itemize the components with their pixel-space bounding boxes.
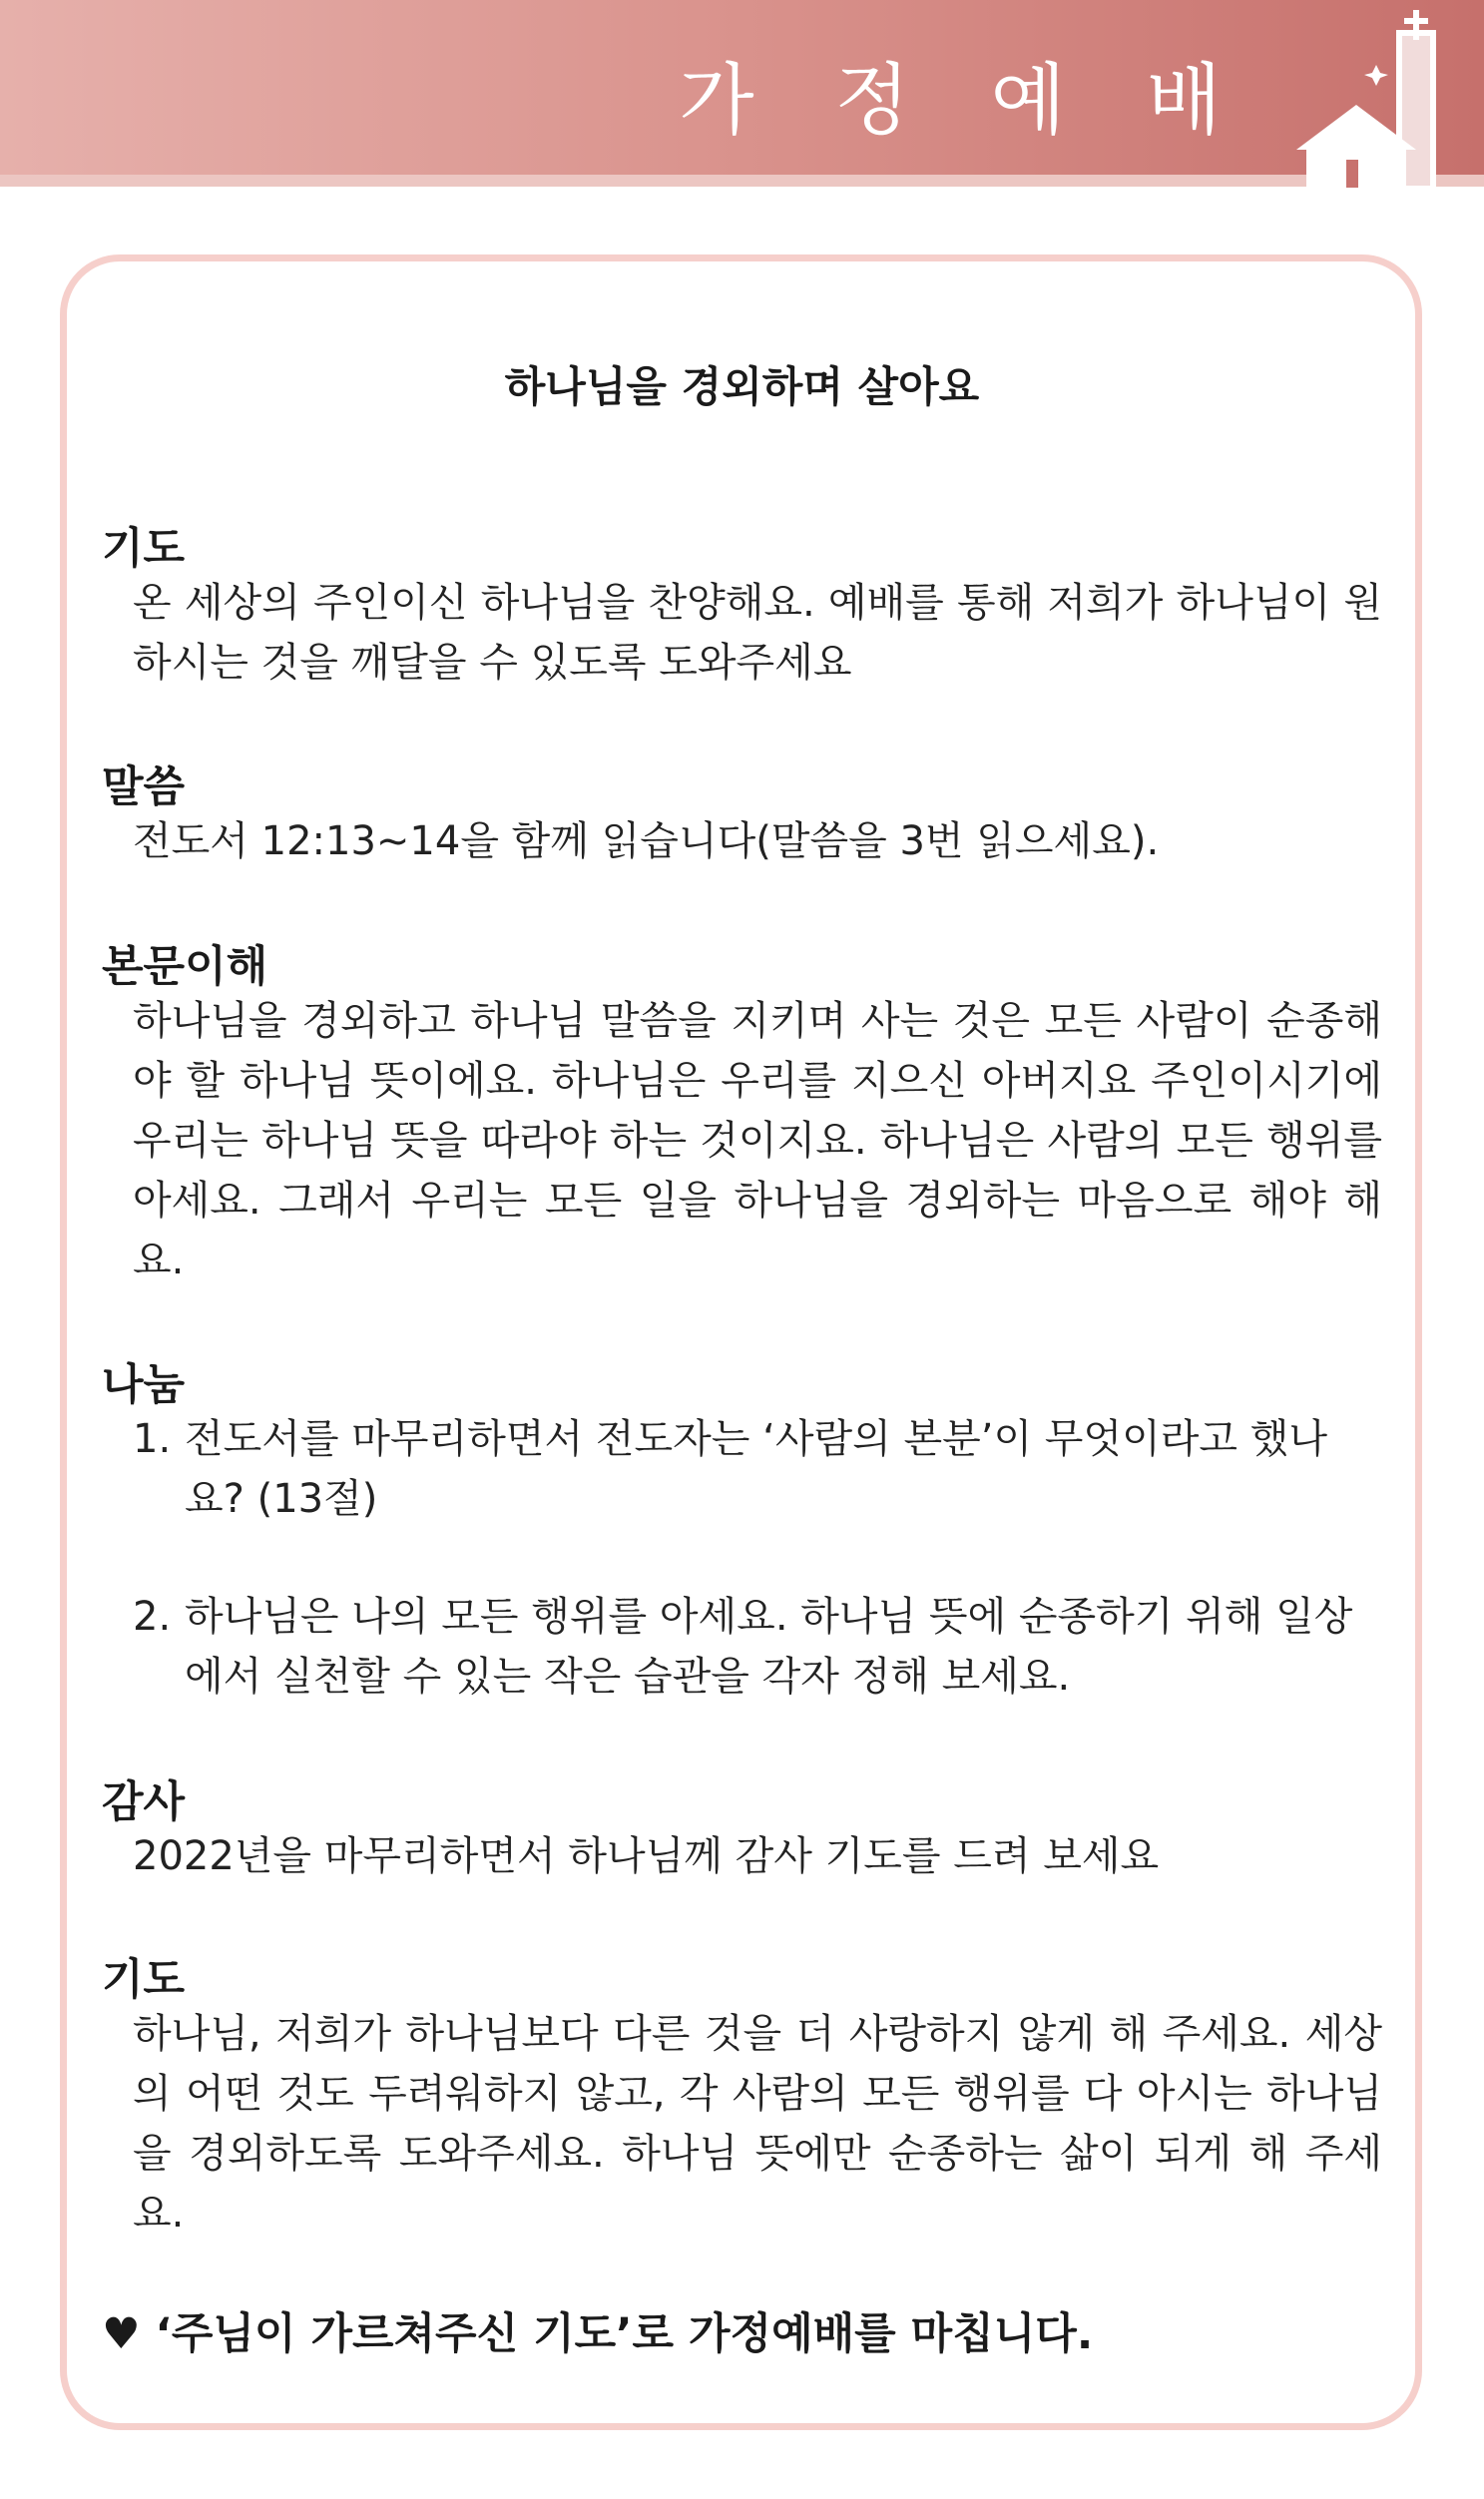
page-title: 하나님을 경외하며 살아요 bbox=[504, 362, 980, 411]
section-text-closing-prayer: 하나님, 저희가 하나님보다 다른 것을 더 사랑하지 않게 해 주세요. 세상의 어떤 것도 두려워하지 않고, 각 사람의 모든 행위를 다 아시는 하나님을 경외하도록 도와주세요. 하나님 뜻에만 순종하는 삶이 되게 해 주세요. bbox=[133, 2011, 1382, 2237]
list-text: 하나님은 나의 모든 행위를 아세요. 하나님 뜻에 순종하기 위해 일상에서 실천할 수 있는 작은 습관을 각자 정해 보세요. bbox=[185, 1594, 1353, 1700]
section-text-understanding: 하나님을 경외하고 하나님 말씀을 지키며 사는 것은 모든 사람이 순종해야 할 하나님 뜻이에요. 하나님은 우리를 지으신 아버지요 주인이시기에 우리는 하나님 뜻을 따라야 하는 것이지요. 하나님은 사람의 모든 행위를 아세요. 그래서 우리는 모든 일을 하나님을 경외하는 마음으로 해야 해요. bbox=[133, 998, 1382, 1283]
list-text: 전도서를 마무리하면서 전도자는 ‘사람의 본분’이 무엇이라고 했나요? (13절) bbox=[185, 1416, 1327, 1522]
closing-line: ♥ ‘주님이 가르쳐주신 기도’로 가정예배를 마칩니다. bbox=[102, 2309, 1094, 2359]
section-heading-prayer: 기도 bbox=[102, 524, 186, 574]
list-item bbox=[133, 1409, 1382, 1529]
section-heading-thanks: 감사 bbox=[102, 1777, 186, 1827]
section-text-word: 전도서 12:13~14을 함께 읽습니다(말씀을 3번 읽으세요). bbox=[133, 818, 1160, 864]
section-heading-word: 말씀 bbox=[102, 762, 186, 812]
section-text-thanks: 2022년을 마무리하면서 하나님께 감사 기도를 드려 보세요 bbox=[133, 1833, 1160, 1879]
section-text-prayer: 온 세상의 주인이신 하나님을 찬양해요. 예배를 통해 저희가 하나님이 원하시는 것을 깨달을 수 있도록 도와주세요 bbox=[133, 580, 1382, 686]
section-heading-closing-prayer: 기도 bbox=[102, 1955, 186, 2005]
list-number: 1. bbox=[133, 1416, 172, 1462]
header-stripe bbox=[0, 175, 1484, 187]
header-title: 가 정 예 배 bbox=[679, 56, 1249, 146]
church-icon bbox=[1276, 10, 1476, 188]
list-number: 2. bbox=[133, 1594, 172, 1640]
list-item bbox=[133, 1587, 1382, 1707]
section-heading-sharing: 나눔 bbox=[102, 1360, 186, 1410]
section-heading-understanding: 본문이해 bbox=[102, 942, 268, 992]
